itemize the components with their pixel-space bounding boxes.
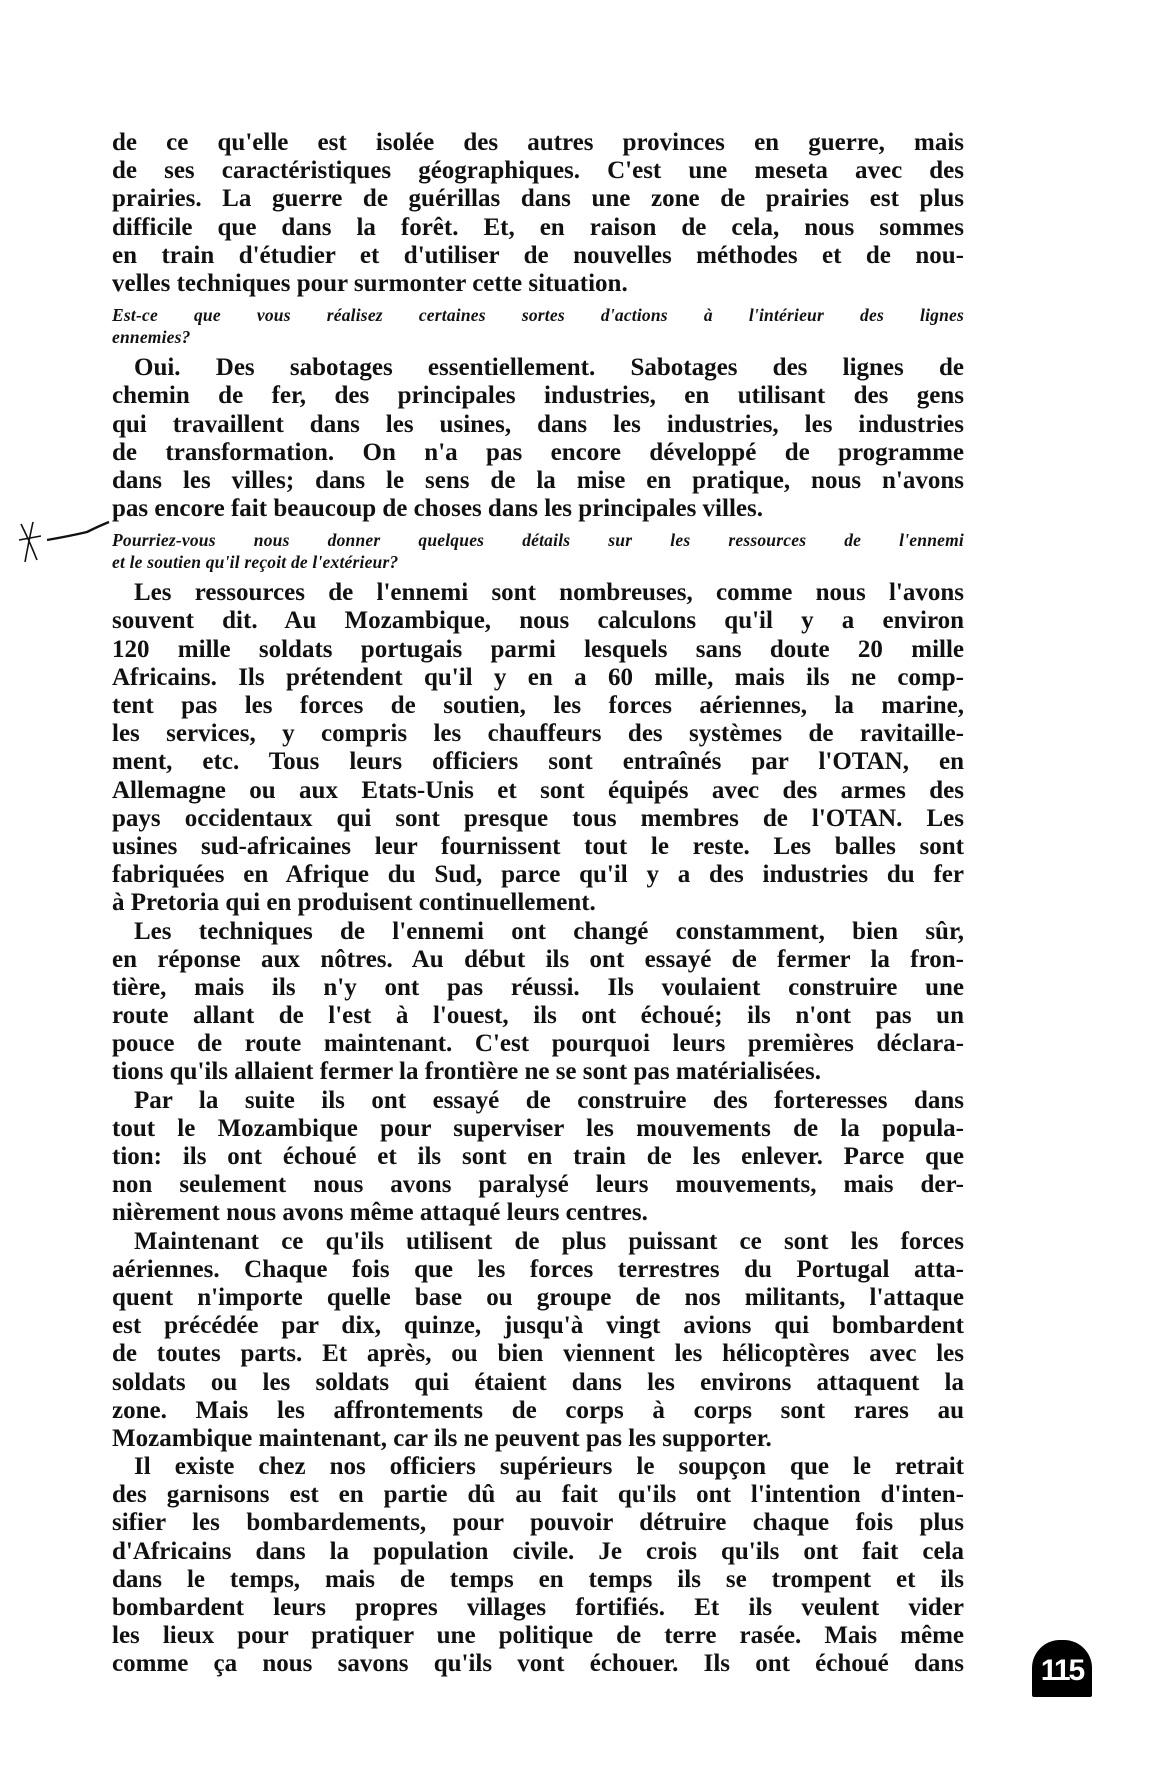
text-line: tion: ils ont échoué et ils sont en train de les enlever. Parce que — [112, 1143, 964, 1170]
text-line: en train d'étudier et d'utiliser de nouvelles méthodes et de nou- — [112, 241, 964, 269]
text-line: Allemagne ou aux Etats-Unis et sont équipés avec des armes des — [112, 776, 964, 804]
text-line: soldats ou les soldats qui étaient dans les environs attaquent la — [112, 1368, 964, 1396]
text-line: Oui. Des sabotages essentiellement. Sabotages des lignes de — [134, 354, 964, 382]
paragraph — [112, 918, 964, 1087]
text-line: de ce qu'elle est isolée des autres provinces en guerre, mais — [112, 129, 964, 156]
text-line: ment, etc. Tous leurs officiers sont entraînés par l'OTAN, en — [112, 748, 964, 776]
text-line: zone. Mais les affrontements de corps à corps sont rares au — [112, 1396, 964, 1424]
text-line: est précédée par dix, quinze, jusqu'à vingt avions qui bombardent — [112, 1312, 964, 1340]
text-line: sifier les bombardements, pour pouvoir détruire chaque fois plus — [112, 1509, 964, 1537]
text-line: velles techniques pour surmonter cette situation. — [112, 269, 628, 297]
text-line: de toutes parts. Et après, ou bien viennent les hélicoptères avec les — [112, 1340, 964, 1368]
question-line: ennemies? — [112, 327, 191, 348]
paragraph — [112, 1453, 964, 1679]
question-line: et le soutien qu'il reçoit de l'extérieur? — [112, 552, 399, 573]
text-line: aériennes. Chaque fois que les forces terrestres du Portugal atta- — [112, 1255, 964, 1283]
text-line: tent pas les forces de soutien, les forces aériennes, la marine, — [112, 692, 964, 719]
text-line: de ses caractéristiques géographiques. C'est une meseta avec des — [112, 157, 964, 185]
paragraph — [112, 1087, 964, 1228]
text-line: qui travaillent dans les usines, dans les industries, les industries — [112, 410, 964, 438]
text-line: dans les villes; dans le sens de la mise en pratique, nous n'avons — [112, 466, 964, 494]
text-line: les lieux pour pratiquer une politique de terre rasée. Mais même — [112, 1622, 964, 1650]
text-line: tière, mais ils n'y ont pas réussi. Ils voulaient construire une — [112, 973, 964, 1001]
text-line: non seulement nous avons paralysé leurs mouvements, mais der- — [112, 1171, 964, 1199]
text-column — [112, 129, 964, 1679]
text-line: Mozambique maintenant, car ils ne peuvent pas les supporter. — [112, 1424, 772, 1452]
text-line: nièrement nous avons même attaqué leurs centres. — [112, 1199, 648, 1227]
interview-question — [112, 304, 964, 348]
text-line: fabriquées en Afrique du Sud, parce qu'il y a des industries du fer — [112, 861, 964, 889]
handwritten-x-arrow-mark — [15, 510, 110, 570]
text-line: tions qu'ils allaient fermer la frontière ne se sont pas matérialisées. — [112, 1058, 821, 1086]
text-line: pouce de route maintenant. C'est pourquoi leurs premières déclara- — [112, 1030, 964, 1058]
text-line: d'Africains dans la population civile. Je crois qu'ils ont fait cela — [112, 1537, 964, 1565]
text-line: bombardent leurs propres villages fortifiés. Et ils veulent vider — [112, 1594, 964, 1621]
answer-paragraph — [112, 354, 964, 523]
text-line: tout le Mozambique pour superviser les mouvements de la popula- — [112, 1114, 964, 1142]
text-line: pays occidentaux qui sont presque tous membres de l'OTAN. Les — [112, 804, 964, 832]
text-line: chemin de fer, des principales industries, en utilisant des gens — [112, 382, 964, 410]
page-number-badge: 115 — [1032, 1640, 1092, 1697]
paragraph — [112, 579, 964, 917]
text-line: Les ressources de l'ennemi sont nombreuses, comme nous l'avons — [134, 579, 964, 607]
text-line: Par la suite ils ont essayé de construire des forteresses dans — [134, 1086, 964, 1114]
text-line: les services, y compris les chauffeurs des systèmes de ravitaille- — [112, 720, 964, 748]
text-line: à Pretoria qui en produisent continuellement. — [112, 889, 596, 917]
text-line: souvent dit. Au Mozambique, nous calculons qu'il y a environ — [112, 607, 964, 635]
text-line: en réponse aux nôtres. Au début ils ont essayé de fermer la fron- — [112, 945, 964, 973]
text-line: de transformation. On n'a pas encore développé de programme — [112, 438, 964, 466]
text-line: comme ça nous savons qu'ils vont échouer. Ils ont échoué dans — [112, 1650, 964, 1678]
paragraph — [112, 1228, 964, 1454]
text-line: route allant de l'est à l'ouest, ils ont échoué; ils n'ont pas un — [112, 1002, 964, 1030]
text-line: 120 mille soldats portugais parmi lesquels sans doute 20 mille — [112, 635, 964, 663]
question-line: Est-ce que vous réalisez certaines sortes d'actions à l'intérieur des lignes — [112, 305, 964, 326]
text-line: prairies. La guerre de guérillas dans une zone de prairies est plus — [112, 185, 964, 213]
interview-question — [112, 529, 964, 573]
text-line: des garnisons est en partie dû au fait qu'ils ont l'intention d'inten- — [112, 1481, 964, 1509]
question-line: Pourriez-vous nous donner quelques détails sur les ressources de l'ennemi — [112, 530, 964, 551]
text-line: Maintenant ce qu'ils utilisent de plus puissant ce sont les forces — [134, 1227, 964, 1255]
text-line: usines sud-africaines leur fournissent tout le reste. Les balles sont — [112, 832, 964, 860]
text-line: quent n'importe quelle base ou groupe de nos militants, l'attaque — [112, 1283, 964, 1311]
text-line: Africains. Ils prétendent qu'il y en a 60 mille, mais ils ne comp- — [112, 663, 964, 691]
text-line: pas encore fait beaucoup de choses dans les principales villes. — [112, 495, 763, 523]
text-line: Les techniques de l'ennemi ont changé constamment, bien sûr, — [134, 917, 964, 945]
text-line: dans le temps, mais de temps en temps ils se trompent et ils — [112, 1565, 964, 1593]
paragraph — [112, 129, 964, 298]
text-line: Il existe chez nos officiers supérieurs le soupçon que le retrait — [134, 1453, 964, 1481]
text-line: difficile que dans la forêt. Et, en raison de cela, nous sommes — [112, 213, 964, 241]
